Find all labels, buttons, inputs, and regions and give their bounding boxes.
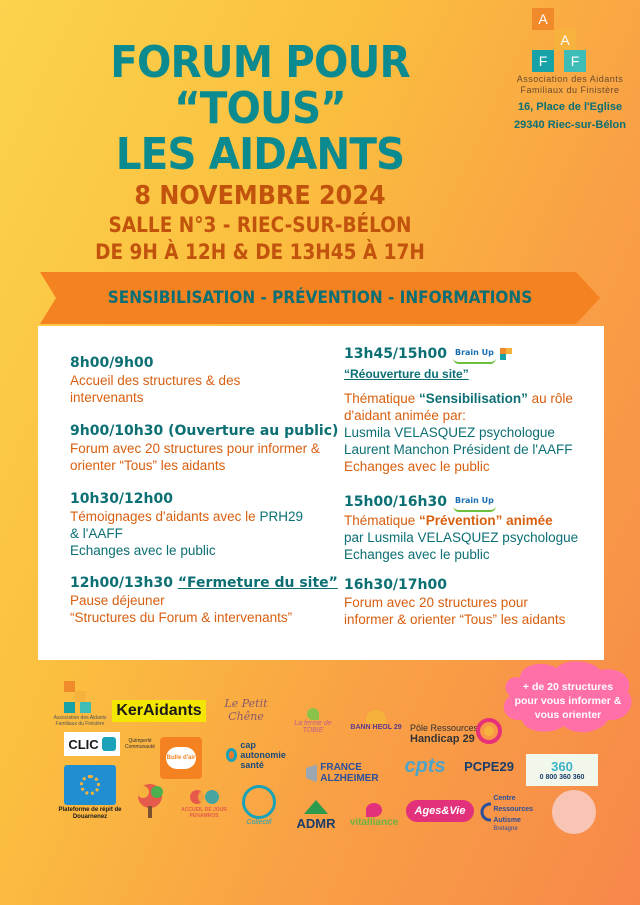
cra-puzzle-icon bbox=[480, 802, 491, 822]
slot-text: Témoignages d'aidants avec le bbox=[70, 509, 260, 524]
numero-360-text: 360 bbox=[551, 759, 573, 774]
slot-line: par Lusmila VELASQUEZ psychologue bbox=[344, 530, 579, 545]
admr-text: ADMR bbox=[296, 815, 336, 831]
pcpe29-logo bbox=[458, 750, 520, 782]
bann-heol-logo bbox=[346, 702, 406, 738]
cpts-logo bbox=[394, 752, 456, 780]
bubble-line: pour vous informer & bbox=[514, 695, 622, 707]
vitalliance-logo bbox=[346, 798, 402, 832]
tree-logo bbox=[126, 778, 174, 822]
cpts-text: cpts bbox=[404, 754, 446, 777]
event-title-line2: LES AIDANTS bbox=[115, 129, 405, 180]
ages-vie-text: Ages&Vie bbox=[414, 805, 466, 817]
bulle-dair-bubble bbox=[166, 747, 196, 769]
aaff-logo-f1: F bbox=[532, 50, 554, 72]
banner-text: SENSIBILISATION - PRÉVENTION - INFORMATIONS bbox=[107, 288, 533, 308]
cap-autonomie-icon bbox=[226, 748, 237, 762]
handicap29-circle-icon bbox=[476, 718, 502, 744]
slot-time-text: 13h45/15h00 bbox=[344, 346, 447, 362]
clic-logo bbox=[64, 732, 120, 756]
prevention-label: “Prévention” bbox=[419, 513, 503, 528]
association-name-line1: Association des Aidants bbox=[516, 74, 624, 84]
address-line1: 16, Place de l'Eglise bbox=[517, 101, 623, 113]
keraidants-text: KerAidants bbox=[116, 702, 202, 719]
event-title-block bbox=[0, 37, 520, 266]
keraidants-logo bbox=[112, 700, 206, 722]
slot-time bbox=[70, 574, 340, 592]
cra-logo bbox=[480, 794, 546, 830]
slot-line: intervenants bbox=[70, 390, 144, 405]
slot-line: Laurent Manchon Président de l'AAFF bbox=[344, 442, 573, 457]
aaff-logo-a1: A bbox=[532, 8, 554, 30]
collectif-text: Collectif bbox=[246, 818, 272, 826]
ferme-tobie-text: La ferme de TOBIE bbox=[294, 720, 332, 734]
slot-line: “Structures du Forum & intervenants” bbox=[70, 610, 293, 625]
slot-line: Forum avec 20 structures pour informer & bbox=[70, 441, 320, 456]
slot-line: orienter “Tous” les aidants bbox=[70, 458, 226, 473]
brainup-logo: Brain Up bbox=[453, 344, 496, 364]
bubble-line: vous orienter bbox=[534, 709, 602, 721]
association-name bbox=[500, 74, 640, 96]
slot-line: Echanges avec le public bbox=[344, 459, 490, 474]
slot-line: Forum avec 20 structures pour bbox=[344, 595, 528, 610]
slot-time: 9h00/10h30 (Ouverture au public) bbox=[70, 423, 339, 439]
theme-banner bbox=[40, 272, 600, 324]
slot-line: informer & orienter “Tous” les aidants bbox=[344, 612, 566, 627]
slot-time-text: 12h00/13h30 bbox=[70, 575, 178, 591]
aaff-partner-logo bbox=[50, 680, 110, 728]
slot-time-text: 15h00/16h30 bbox=[344, 494, 447, 510]
accueil-jour-logo bbox=[176, 782, 232, 824]
sun-icon bbox=[366, 710, 386, 724]
le-petit-chene-text: Le Petit Chêne bbox=[224, 697, 268, 723]
sensibilisation-label: “Sensibilisation” bbox=[419, 391, 528, 406]
association-address bbox=[500, 98, 640, 134]
leaf-icon bbox=[307, 708, 319, 720]
cra-sub-text: Bretagne bbox=[493, 825, 518, 832]
tree-icon bbox=[130, 780, 170, 820]
aaff-small-mark bbox=[64, 681, 96, 713]
collectif-circle-icon bbox=[242, 785, 276, 819]
accueil-jour-text: ACCUEIL DE JOUR PENAMROS bbox=[181, 807, 227, 819]
slot-text: animée bbox=[502, 513, 553, 528]
event-venue: SALLE N°3 - RIEC-SUR-BÉLON bbox=[108, 213, 412, 237]
slot-9h00 bbox=[70, 422, 340, 474]
quimperle-text: Quimperlé Communauté bbox=[124, 738, 155, 750]
slot-text: au rôle bbox=[527, 391, 573, 406]
collectif-logo bbox=[236, 782, 282, 828]
cra-text: Centre Ressources Autisme bbox=[493, 794, 534, 824]
bubble-line: + de 20 structures bbox=[522, 681, 614, 693]
aaff-logo-a2: A bbox=[554, 29, 576, 51]
event-hours: DE 9H À 12H & DE 13H45 À 17H bbox=[95, 240, 425, 264]
prh29-text: PRH29 bbox=[259, 509, 303, 524]
slot-line bbox=[70, 508, 332, 525]
slot-line: Echanges avec le public bbox=[70, 543, 216, 558]
program-panel bbox=[38, 326, 604, 660]
slot-13h45 bbox=[344, 344, 606, 475]
clic-text: CLIC bbox=[68, 736, 99, 752]
address-line2: 29340 Riec-sur-Bélon bbox=[514, 119, 626, 131]
association-name-line2: Familiaux du Finistère bbox=[520, 85, 620, 95]
bubble-text bbox=[500, 680, 636, 722]
france-alzheimer-logo bbox=[304, 756, 388, 790]
hands-icon bbox=[189, 787, 219, 807]
clic-mark-icon bbox=[102, 737, 116, 751]
reopening-label: “Réouverture du site” bbox=[344, 367, 469, 381]
slot-line: Pause déjeuner bbox=[70, 593, 165, 608]
slot-time bbox=[344, 492, 606, 512]
quimperle-logo bbox=[120, 732, 160, 756]
round-pink-logo bbox=[552, 790, 596, 834]
plateforme-repit-image bbox=[64, 765, 116, 805]
slot-8h00 bbox=[70, 354, 332, 406]
handicap29-text: Handicap 29 bbox=[410, 733, 475, 745]
brainup-logo: Brain Up bbox=[453, 492, 496, 512]
slot-line bbox=[344, 390, 606, 407]
admr-logo bbox=[290, 796, 342, 834]
numero-360-phone: 0 800 360 360 bbox=[539, 774, 585, 781]
aaff-logo-f2: F bbox=[564, 50, 586, 72]
slot-time: 10h30/12h00 bbox=[70, 491, 173, 507]
slot-line: Lusmila VELASQUEZ psychologue bbox=[344, 425, 555, 440]
slot-15h00 bbox=[344, 492, 606, 563]
plateforme-repit-text: Plateforme de répit de Douarnenez bbox=[58, 807, 122, 820]
ferme-tobie-logo bbox=[284, 706, 342, 736]
slot-line: & l'AAFF bbox=[70, 526, 123, 541]
slot-line: Echanges avec le public bbox=[344, 547, 490, 562]
slot-time: 16h30/17h00 bbox=[344, 577, 447, 593]
slot-text: Thématique bbox=[344, 391, 420, 406]
ages-vie-logo bbox=[406, 800, 474, 822]
cap-autonomie-logo bbox=[226, 738, 300, 772]
event-title-line1: FORUM POUR “TOUS” bbox=[110, 37, 410, 134]
slot-12h00 bbox=[70, 574, 340, 626]
event-date: 8 NOVEMBRE 2024 bbox=[134, 181, 386, 211]
admr-people-icon bbox=[304, 800, 328, 816]
cap-autonomie-text: cap autonomie santé bbox=[240, 740, 286, 770]
slot-line: d'aidant animée par: bbox=[344, 408, 466, 423]
slot-line bbox=[344, 512, 606, 529]
pole-ressources-text: Pôle Ressources bbox=[410, 723, 479, 733]
aaff-mini-logo bbox=[500, 348, 512, 360]
le-petit-chene-logo bbox=[216, 690, 276, 730]
closure-label: “Fermeture du site” bbox=[177, 575, 338, 591]
bulle-dair-text: Bulle d'air bbox=[166, 755, 196, 761]
france-alzheimer-text: FRANCE ALZHEIMER bbox=[320, 762, 379, 784]
bulle-dair-logo bbox=[160, 737, 202, 779]
brittany-map-icon bbox=[304, 762, 317, 784]
numero-360-logo bbox=[526, 754, 598, 786]
plateforme-repit-logo bbox=[58, 764, 122, 822]
slot-time: 8h00/9h00 bbox=[70, 355, 154, 371]
slot-16h30 bbox=[344, 576, 606, 628]
slot-text: Thématique bbox=[344, 513, 420, 528]
aaff-logo bbox=[532, 8, 596, 72]
slot-line: Accueil des structures & des bbox=[70, 373, 241, 388]
vitalliance-heart-icon bbox=[366, 803, 382, 817]
pcpe29-text: PCPE29 bbox=[464, 758, 514, 774]
aaff-partner-caption: Association des Aidants Familiaux du Finistère bbox=[53, 715, 107, 727]
bann-heol-text: BANN HEOL 29 bbox=[350, 723, 402, 731]
slot-10h30 bbox=[70, 490, 332, 559]
slot-time bbox=[344, 344, 606, 364]
vitalliance-text: vitalliance bbox=[349, 816, 399, 828]
